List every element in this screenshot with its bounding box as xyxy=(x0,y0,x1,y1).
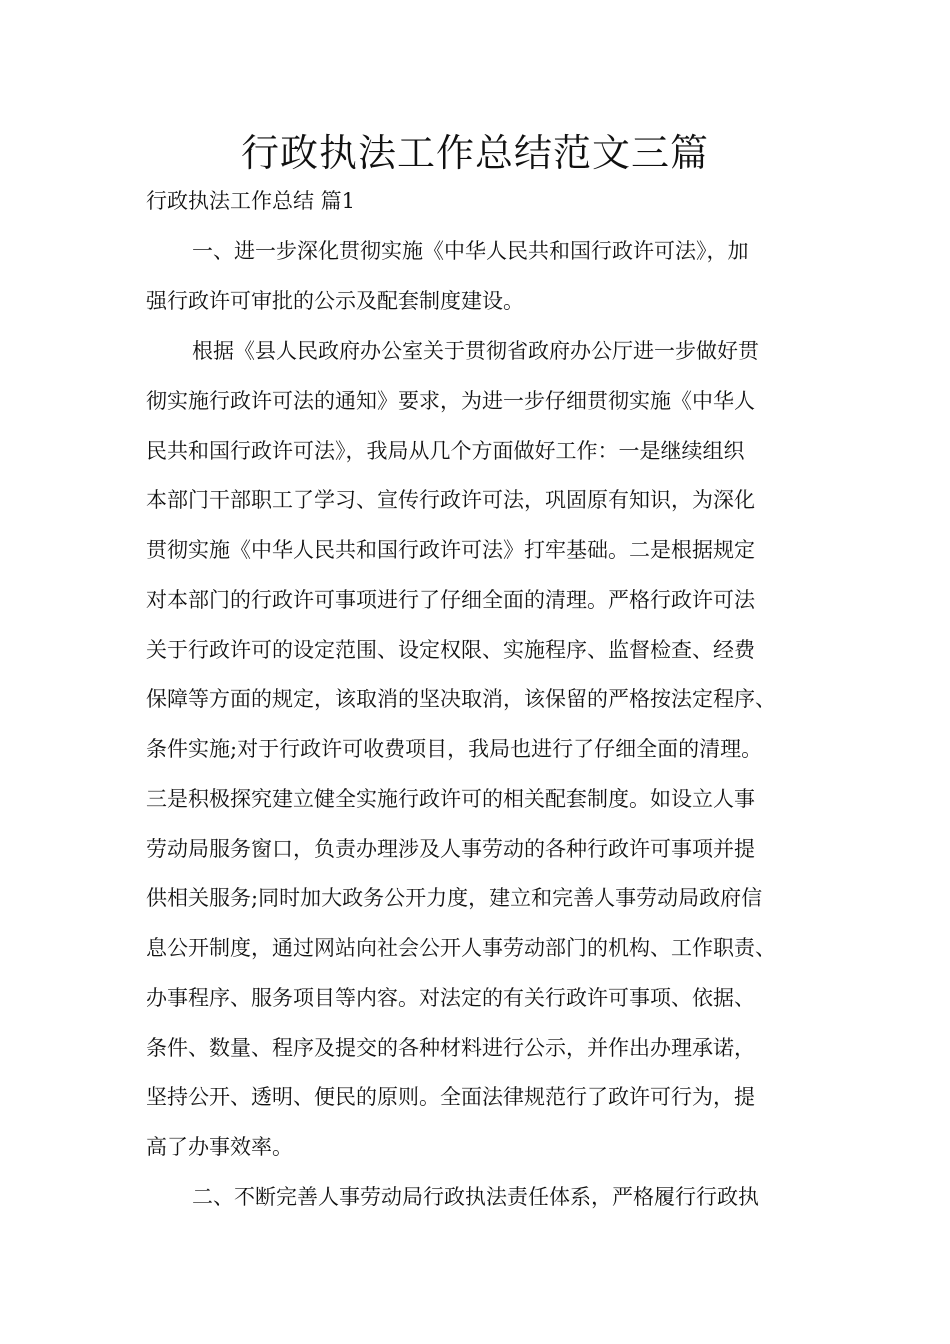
text-line: 条件、数量、程序及提交的各种材料进行公示，并作出办理承诺， xyxy=(146,1036,755,1060)
text-line: 高了办事效率。 xyxy=(146,1135,293,1159)
text-line: 本部门干部职工了学习、宣传行政许可法，巩固原有知识，为深化 xyxy=(146,488,755,512)
text-line: 条件实施;对于行政许可收费项目，我局也进行了仔细全面的清理。 xyxy=(146,737,763,761)
document-title: 行政执法工作总结范文三篇 xyxy=(240,131,709,175)
text-line: 坚持公开、透明、便民的原则。全面法律规范行了政许可行为，提 xyxy=(146,1085,755,1109)
section-heading: 行政执法工作总结 篇1 xyxy=(146,189,356,213)
text-line: 供相关服务;同时加大政务公开力度，建立和完善人事劳动局政府信 xyxy=(146,886,763,910)
text-line: 保障等方面的规定，该取消的坚决取消，该保留的严格按法定程序、 xyxy=(146,687,776,711)
text-line: 三是积极探究建立健全实施行政许可的相关配套制度。如设立人事 xyxy=(146,787,755,811)
text-line: 关于行政许可的设定范围、设定权限、实施程序、监督检查、经费 xyxy=(146,638,755,662)
text-line: 强行政许可审批的公示及配套制度建设。 xyxy=(146,289,524,313)
text-line: 劳动局服务窗口，负责办理涉及人事劳动的各种行政许可事项并提 xyxy=(146,837,755,861)
text-line: 对本部门的行政许可事项进行了仔细全面的清理。严格行政许可法 xyxy=(146,588,755,612)
text-line: 彻实施行政许可法的通知》要求，为进一步仔细贯彻实施《中华人 xyxy=(146,389,755,413)
text-line: 根据《县人民政府办公室关于贯彻省政府办公厅进一步做好贯 xyxy=(192,339,759,363)
text-line: 贯彻实施《中华人民共和国行政许可法》打牢基础。二是根据规定 xyxy=(146,538,755,562)
text-line: 办事程序、服务项目等内容。对法定的有关行政许可事项、依据、 xyxy=(146,986,755,1010)
text-line: 息公开制度，通过网站向社会公开人事劳动部门的机构、工作职责、 xyxy=(146,936,776,960)
text-line: 一、进一步深化贯彻实施《中华人民共和国行政许可法》，加 xyxy=(192,239,749,263)
text-line: 二、不断完善人事劳动局行政执法责任体系，严格履行行政执 xyxy=(192,1185,759,1209)
text-line: 民共和国行政许可法》，我局从几个方面做好工作：一是继续组织 xyxy=(146,439,745,463)
